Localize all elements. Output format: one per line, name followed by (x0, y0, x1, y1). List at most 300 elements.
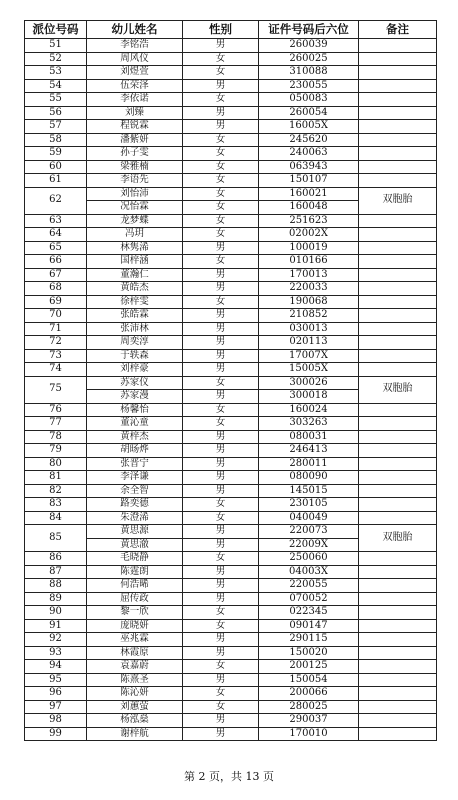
remarks-cell (359, 727, 437, 741)
table-row (25, 457, 437, 471)
remarks-cell (359, 430, 437, 444)
id-last-six-cell: 220033 (259, 282, 359, 296)
gender-cell: 男 (183, 363, 259, 377)
remarks-cell (359, 606, 437, 620)
gender-cell: 女 (183, 255, 259, 269)
header-child-name: 幼儿姓名 (87, 21, 183, 39)
lottery-number-cell: 88 (25, 579, 87, 593)
remarks-cell (359, 633, 437, 647)
table-row (25, 241, 437, 255)
id-last-six-cell: 04003X (259, 565, 359, 579)
id-last-six-cell: 22009X (259, 538, 359, 552)
gender-cell: 女 (183, 687, 259, 701)
gender-cell: 女 (183, 133, 259, 147)
lottery-number-cell: 61 (25, 174, 87, 188)
table-row (25, 309, 437, 323)
remarks-cell: 双胞胎 (359, 187, 437, 214)
child-name-cell: 袁嘉蔚 (87, 660, 183, 674)
lottery-number-cell: 89 (25, 592, 87, 606)
child-name-cell: 何浩晞 (87, 579, 183, 593)
remarks-cell (359, 349, 437, 363)
table-row (25, 660, 437, 674)
table-row (25, 430, 437, 444)
child-name-cell: 于轶森 (87, 349, 183, 363)
id-last-six-cell: 080031 (259, 430, 359, 444)
gender-cell: 女 (183, 511, 259, 525)
remarks-cell (359, 174, 437, 188)
child-name-cell: 杨馨怡 (87, 403, 183, 417)
id-last-six-cell: 280025 (259, 700, 359, 714)
table-row (25, 700, 437, 714)
remarks-cell (359, 133, 437, 147)
gender-cell: 男 (183, 282, 259, 296)
gender-cell: 女 (183, 201, 259, 215)
id-last-six-cell: 200066 (259, 687, 359, 701)
child-name-cell: 周风仪 (87, 52, 183, 66)
id-last-six-cell: 210852 (259, 309, 359, 323)
table-row (25, 525, 437, 539)
id-last-six-cell: 220055 (259, 579, 359, 593)
child-name-cell: 李铭浩 (87, 39, 183, 53)
table-row (25, 363, 437, 377)
id-last-six-cell: 160021 (259, 187, 359, 201)
remarks-cell (359, 120, 437, 134)
table-row (25, 484, 437, 498)
id-last-six-cell: 150107 (259, 174, 359, 188)
lottery-number-cell: 95 (25, 673, 87, 687)
lottery-number-cell: 79 (25, 444, 87, 458)
child-name-cell: 董沁童 (87, 417, 183, 431)
child-name-cell: 冯玥 (87, 228, 183, 242)
table-row (25, 336, 437, 350)
id-last-six-cell: 310088 (259, 66, 359, 80)
gender-cell: 男 (183, 525, 259, 539)
table-row (25, 147, 437, 161)
id-last-six-cell: 220073 (259, 525, 359, 539)
child-name-cell: 黎一欣 (87, 606, 183, 620)
table-row (25, 673, 437, 687)
lottery-number-cell: 64 (25, 228, 87, 242)
remarks-cell (359, 511, 437, 525)
lottery-number-cell: 67 (25, 268, 87, 282)
gender-cell: 男 (183, 471, 259, 485)
child-name-cell: 毛晓静 (87, 552, 183, 566)
remarks-cell (359, 336, 437, 350)
child-name-cell: 李语先 (87, 174, 183, 188)
id-last-six-cell: 150020 (259, 646, 359, 660)
id-last-six-cell: 050083 (259, 93, 359, 107)
remarks-cell (359, 673, 437, 687)
id-last-six-cell: 020113 (259, 336, 359, 350)
child-name-cell: 刘蕙萤 (87, 700, 183, 714)
child-name-cell: 黄思澈 (87, 538, 183, 552)
lottery-number-cell: 87 (25, 565, 87, 579)
gender-cell: 男 (183, 444, 259, 458)
child-name-cell: 谢梓航 (87, 727, 183, 741)
lottery-number-cell: 80 (25, 457, 87, 471)
lottery-number-cell: 73 (25, 349, 87, 363)
remarks-cell (359, 592, 437, 606)
gender-cell: 男 (183, 349, 259, 363)
child-name-cell: 徐梓雯 (87, 295, 183, 309)
lottery-number-cell: 68 (25, 282, 87, 296)
table-row (25, 66, 437, 80)
id-last-six-cell: 070052 (259, 592, 359, 606)
lottery-number-cell: 63 (25, 214, 87, 228)
table-row (25, 39, 437, 53)
id-last-six-cell: 080090 (259, 471, 359, 485)
lottery-number-cell: 55 (25, 93, 87, 107)
table-row (25, 268, 437, 282)
gender-cell: 男 (183, 592, 259, 606)
child-name-cell: 周奕淳 (87, 336, 183, 350)
id-last-six-cell: 200125 (259, 660, 359, 674)
id-last-six-cell: 245620 (259, 133, 359, 147)
child-name-cell: 况怡霖 (87, 201, 183, 215)
id-last-six-cell: 010166 (259, 255, 359, 269)
table-row (25, 52, 437, 66)
remarks-cell (359, 147, 437, 161)
table-row (25, 349, 437, 363)
remarks-cell (359, 444, 437, 458)
id-last-six-cell: 280011 (259, 457, 359, 471)
table-row (25, 228, 437, 242)
table-row (25, 619, 437, 633)
child-name-cell: 林霞原 (87, 646, 183, 660)
child-name-cell: 董瀚仁 (87, 268, 183, 282)
id-last-six-cell: 260054 (259, 106, 359, 120)
remarks-cell (359, 363, 437, 377)
gender-cell: 男 (183, 268, 259, 282)
gender-cell: 男 (183, 120, 259, 134)
table-row (25, 511, 437, 525)
remarks-cell (359, 403, 437, 417)
child-name-cell: 黄梓杰 (87, 430, 183, 444)
gender-cell: 女 (183, 160, 259, 174)
id-last-six-cell: 246413 (259, 444, 359, 458)
child-name-cell: 屈传政 (87, 592, 183, 606)
lottery-number-cell: 72 (25, 336, 87, 350)
gender-cell: 男 (183, 538, 259, 552)
child-name-cell: 刘煜萱 (87, 66, 183, 80)
child-name-cell: 潘紫妍 (87, 133, 183, 147)
remarks-cell (359, 66, 437, 80)
gender-cell: 男 (183, 457, 259, 471)
lottery-number-cell: 66 (25, 255, 87, 269)
child-name-cell: 林隽浠 (87, 241, 183, 255)
id-last-six-cell: 230055 (259, 79, 359, 93)
gender-cell: 女 (183, 93, 259, 107)
table-row (25, 120, 437, 134)
id-last-six-cell: 300026 (259, 376, 359, 390)
id-last-six-cell: 150054 (259, 673, 359, 687)
table-row (25, 106, 437, 120)
remarks-cell (359, 106, 437, 120)
remarks-cell (359, 255, 437, 269)
id-last-six-cell: 063943 (259, 160, 359, 174)
gender-cell: 男 (183, 336, 259, 350)
table-row (25, 187, 437, 201)
lottery-number-cell: 92 (25, 633, 87, 647)
id-last-six-cell: 290037 (259, 714, 359, 728)
child-name-cell: 张沛林 (87, 322, 183, 336)
lottery-number-cell: 52 (25, 52, 87, 66)
lottery-number-cell: 98 (25, 714, 87, 728)
child-name-cell: 杨泓燊 (87, 714, 183, 728)
id-last-six-cell: 251623 (259, 214, 359, 228)
gender-cell: 男 (183, 322, 259, 336)
lottery-number-cell: 59 (25, 147, 87, 161)
lottery-number-cell: 75 (25, 376, 87, 403)
lottery-number-cell: 58 (25, 133, 87, 147)
id-last-six-cell: 190068 (259, 295, 359, 309)
table-header-row (25, 21, 437, 39)
child-name-cell: 苏家仪 (87, 376, 183, 390)
child-name-cell: 陈霆朗 (87, 565, 183, 579)
lottery-number-cell: 78 (25, 430, 87, 444)
id-last-six-cell: 170010 (259, 727, 359, 741)
gender-cell: 女 (183, 376, 259, 390)
child-name-cell: 刘梓豪 (87, 363, 183, 377)
child-name-cell: 陈沁妍 (87, 687, 183, 701)
table-row (25, 214, 437, 228)
lottery-number-cell: 97 (25, 700, 87, 714)
lottery-number-cell: 57 (25, 120, 87, 134)
gender-cell: 女 (183, 66, 259, 80)
lottery-number-cell: 93 (25, 646, 87, 660)
remarks-cell (359, 214, 437, 228)
gender-cell: 女 (183, 700, 259, 714)
gender-cell: 男 (183, 579, 259, 593)
page-footer: 第 2 页，共 13 页 (184, 770, 274, 783)
gender-cell: 男 (183, 633, 259, 647)
gender-cell: 女 (183, 498, 259, 512)
remarks-cell (359, 457, 437, 471)
gender-cell: 女 (183, 619, 259, 633)
remarks-cell (359, 282, 437, 296)
gender-cell: 女 (183, 174, 259, 188)
remarks-cell (359, 160, 437, 174)
child-name-cell: 龙梦蝶 (87, 214, 183, 228)
id-last-six-cell: 17007X (259, 349, 359, 363)
child-name-cell: 胡旸烨 (87, 444, 183, 458)
table-row (25, 376, 437, 390)
lottery-number-cell: 99 (25, 727, 87, 741)
remarks-cell (359, 295, 437, 309)
id-last-six-cell: 160048 (259, 201, 359, 215)
gender-cell: 男 (183, 646, 259, 660)
lottery-number-cell: 85 (25, 525, 87, 552)
gender-cell: 女 (183, 52, 259, 66)
gender-cell: 男 (183, 484, 259, 498)
gender-cell: 女 (183, 606, 259, 620)
table-row (25, 322, 437, 336)
remarks-cell (359, 52, 437, 66)
child-name-cell: 李泽谦 (87, 471, 183, 485)
lottery-number-cell: 91 (25, 619, 87, 633)
id-last-six-cell: 030013 (259, 322, 359, 336)
table-row (25, 714, 437, 728)
table-row (25, 687, 437, 701)
table-body (25, 39, 437, 741)
table-row (25, 174, 437, 188)
remarks-cell (359, 700, 437, 714)
lottery-number-cell: 69 (25, 295, 87, 309)
lottery-number-cell: 74 (25, 363, 87, 377)
lottery-number-cell: 77 (25, 417, 87, 431)
gender-cell: 男 (183, 714, 259, 728)
gender-cell: 女 (183, 295, 259, 309)
gender-cell: 女 (183, 147, 259, 161)
table-row (25, 93, 437, 107)
child-name-cell: 黄皓杰 (87, 282, 183, 296)
id-last-six-cell: 300018 (259, 390, 359, 404)
child-name-cell: 余全智 (87, 484, 183, 498)
gender-cell: 男 (183, 39, 259, 53)
table-row (25, 646, 437, 660)
gender-cell: 女 (183, 187, 259, 201)
table-row (25, 471, 437, 485)
remarks-cell (359, 552, 437, 566)
lottery-number-cell: 56 (25, 106, 87, 120)
child-name-cell: 李依诺 (87, 93, 183, 107)
gender-cell: 男 (183, 390, 259, 404)
gender-cell: 男 (183, 79, 259, 93)
child-name-cell: 国梓涵 (87, 255, 183, 269)
remarks-cell (359, 228, 437, 242)
lottery-number-cell: 60 (25, 160, 87, 174)
table-row (25, 579, 437, 593)
child-name-cell: 刘臻 (87, 106, 183, 120)
child-name-cell: 路奕德 (87, 498, 183, 512)
gender-cell: 男 (183, 241, 259, 255)
id-last-six-cell: 240063 (259, 147, 359, 161)
id-last-six-cell: 230105 (259, 498, 359, 512)
table-row (25, 727, 437, 741)
header-remarks: 备注 (359, 21, 437, 39)
remarks-cell (359, 714, 437, 728)
lottery-number-cell: 70 (25, 309, 87, 323)
child-name-cell: 朱澄浠 (87, 511, 183, 525)
remarks-cell (359, 579, 437, 593)
table-row (25, 552, 437, 566)
child-name-cell: 巫兆霖 (87, 633, 183, 647)
id-last-six-cell: 170013 (259, 268, 359, 282)
remarks-cell (359, 268, 437, 282)
table-row (25, 565, 437, 579)
table-row (25, 403, 437, 417)
remarks-cell (359, 484, 437, 498)
table-row (25, 592, 437, 606)
lottery-number-cell: 53 (25, 66, 87, 80)
lottery-number-cell: 83 (25, 498, 87, 512)
child-name-cell: 黄思源 (87, 525, 183, 539)
gender-cell: 女 (183, 552, 259, 566)
table-row (25, 606, 437, 620)
id-last-six-cell: 02002X (259, 228, 359, 242)
remarks-cell: 双胞胎 (359, 376, 437, 403)
gender-cell: 男 (183, 309, 259, 323)
remarks-cell (359, 39, 437, 53)
lottery-number-cell: 90 (25, 606, 87, 620)
header-gender: 性别 (183, 21, 259, 39)
remarks-cell (359, 241, 437, 255)
gender-cell: 女 (183, 417, 259, 431)
child-name-cell: 陈熹圣 (87, 673, 183, 687)
child-name-cell: 梁雅楠 (87, 160, 183, 174)
id-last-six-cell: 15005X (259, 363, 359, 377)
gender-cell: 女 (183, 403, 259, 417)
gender-cell: 男 (183, 106, 259, 120)
remarks-cell (359, 646, 437, 660)
gender-cell: 女 (183, 660, 259, 674)
remarks-cell (359, 93, 437, 107)
child-name-cell: 孙子雯 (87, 147, 183, 161)
gender-cell: 女 (183, 214, 259, 228)
lottery-number-cell: 81 (25, 471, 87, 485)
remarks-cell: 双胞胎 (359, 525, 437, 552)
id-last-six-cell: 303263 (259, 417, 359, 431)
child-name-cell: 庞晓妍 (87, 619, 183, 633)
id-last-six-cell: 145015 (259, 484, 359, 498)
lottery-number-cell: 94 (25, 660, 87, 674)
header-lottery-number: 派位号码 (25, 21, 87, 39)
child-name-cell: 苏家漫 (87, 390, 183, 404)
lottery-number-cell: 65 (25, 241, 87, 255)
remarks-cell (359, 619, 437, 633)
table-row (25, 133, 437, 147)
child-name-cell: 伍荣泽 (87, 79, 183, 93)
table-row (25, 79, 437, 93)
table-row (25, 282, 437, 296)
lottery-number-cell: 51 (25, 39, 87, 53)
lottery-number-cell: 62 (25, 187, 87, 214)
table-row (25, 160, 437, 174)
lottery-number-cell: 86 (25, 552, 87, 566)
table-row (25, 444, 437, 458)
lottery-number-cell: 84 (25, 511, 87, 525)
id-last-six-cell: 160024 (259, 403, 359, 417)
remarks-cell (359, 309, 437, 323)
id-last-six-cell: 16005X (259, 120, 359, 134)
remarks-cell (359, 79, 437, 93)
id-last-six-cell: 260025 (259, 52, 359, 66)
gender-cell: 男 (183, 727, 259, 741)
remarks-cell (359, 417, 437, 431)
table-row (25, 255, 437, 269)
id-last-six-cell: 260039 (259, 39, 359, 53)
id-last-six-cell: 040049 (259, 511, 359, 525)
lottery-number-cell: 82 (25, 484, 87, 498)
gender-cell: 女 (183, 228, 259, 242)
gender-cell: 男 (183, 565, 259, 579)
remarks-cell (359, 660, 437, 674)
roster-table (24, 20, 437, 741)
id-last-six-cell: 022345 (259, 606, 359, 620)
id-last-six-cell: 100019 (259, 241, 359, 255)
child-name-cell: 张晋宁 (87, 457, 183, 471)
table-row (25, 417, 437, 431)
lottery-number-cell: 54 (25, 79, 87, 93)
remarks-cell (359, 322, 437, 336)
roster-sheet (24, 20, 437, 741)
lottery-number-cell: 96 (25, 687, 87, 701)
id-last-six-cell: 250060 (259, 552, 359, 566)
child-name-cell: 张皓霖 (87, 309, 183, 323)
id-last-six-cell: 290115 (259, 633, 359, 647)
child-name-cell: 刘怡沛 (87, 187, 183, 201)
child-name-cell: 程锐霖 (87, 120, 183, 134)
